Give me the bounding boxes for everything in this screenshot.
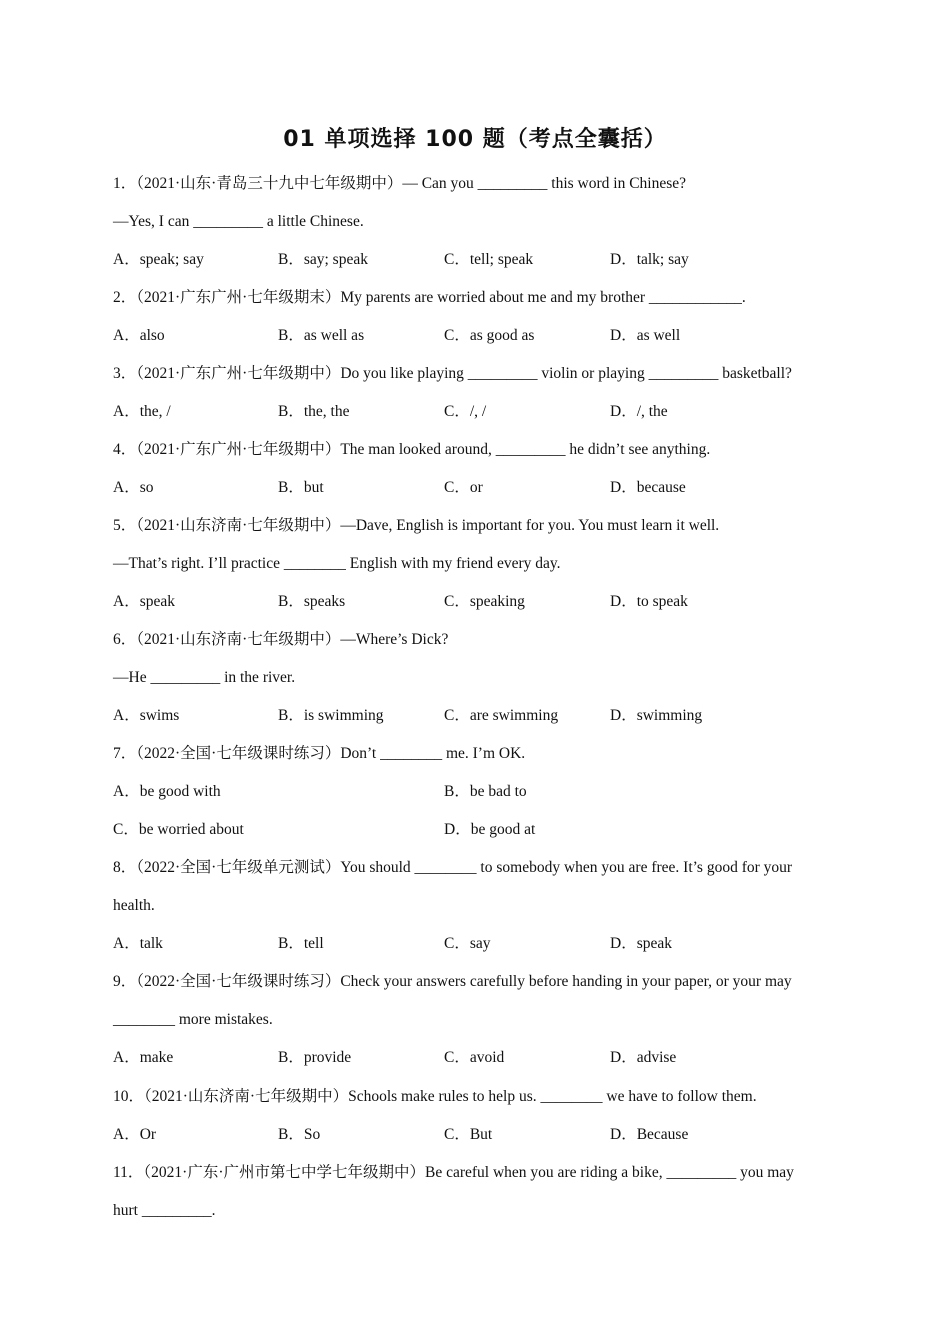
question-10-option-b: B．So [278, 1126, 321, 1143]
question-5-option-c: C．speaking [444, 593, 525, 610]
question-6-option-d: D．swimming [610, 707, 703, 724]
question-10-option-a: A．Or [113, 1126, 157, 1143]
question-4-stem: 4．（2021·广东广州·七年级期中）The man looked around, _________ he didn’t see anything. [113, 441, 711, 458]
question-1-option-d: D．talk; say [610, 251, 689, 268]
question-9-stem-line-2: ________ more mistakes. [113, 1011, 273, 1028]
question-9-stem: 9．（2022·全国·七年级课时练习）Check your answers carefully before handing in your paper, or your may [113, 973, 792, 990]
question-4-option-c: C．or [444, 479, 483, 496]
question-4-option-a: A．so [113, 479, 154, 496]
question-3-option-c: C．/, / [444, 403, 487, 420]
question-9-option-b: B．provide [278, 1049, 352, 1066]
question-9-option-a: A．make [113, 1049, 174, 1066]
question-3-option-d: D．/, the [610, 403, 668, 420]
question-5-option-b: B．speaks [278, 593, 346, 610]
question-1-stem: 1．（2021·山东·青岛三十九中七年级期中）— Can you _________ this word in Chinese? [113, 175, 687, 192]
question-1-option-b: B．say; speak [278, 251, 368, 268]
question-8-stem-line-2: health. [113, 897, 155, 914]
question-5-option-a: A．speak [113, 593, 175, 610]
question-7-option-d: D．be good at [444, 821, 536, 838]
question-9-option-d: D．advise [610, 1049, 677, 1066]
question-8-option-b: B．tell [278, 935, 324, 952]
question-2-option-a: A．also [113, 327, 165, 344]
question-4-option-b: B．but [278, 479, 324, 496]
question-6-stem: 6．（2021·山东济南·七年级期中）—Where’s Dick? [113, 631, 449, 648]
question-6-stem-line-2: —He _________ in the river. [113, 669, 296, 686]
question-1-option-c: C．tell; speak [444, 251, 534, 268]
question-4-option-d: D．because [610, 479, 686, 496]
question-10-option-d: D．Because [610, 1126, 689, 1143]
question-7-option-b: B．be bad to [444, 783, 527, 800]
question-8-option-c: C．say [444, 935, 491, 952]
question-2-option-b: B．as well as [278, 327, 365, 344]
question-1-stem-line-2: —Yes, I can _________ a little Chinese. [113, 213, 364, 230]
question-2-option-d: D．as well [610, 327, 681, 344]
question-11-stem-line-2: hurt _________. [113, 1202, 216, 1219]
question-6-option-b: B．is swimming [278, 707, 384, 724]
question-5-option-d: D．to speak [610, 593, 688, 610]
question-3-stem: 3．（2021·广东广州·七年级期中）Do you like playing _________ violin or playing _________ basketball? [113, 365, 792, 382]
question-8-option-d: D．speak [610, 935, 672, 952]
question-3-option-a: A．the, / [113, 403, 171, 420]
question-3-option-b: B．the, the [278, 403, 350, 420]
page-title: 01 单项选择 100 题（考点全囊括） [283, 127, 667, 152]
question-7-option-c: C．be worried about [113, 821, 244, 838]
question-7-option-a: A．be good with [113, 783, 221, 800]
question-11-stem: 11．（2021·广东·广州市第七中学七年级期中）Be careful when you are riding a bike, _________ you may [113, 1164, 794, 1181]
question-8-stem: 8．（2022·全国·七年级单元测试）You should ________ to somebody when you are free. It’s good for your [113, 859, 793, 876]
question-7-stem: 7．（2022·全国·七年级课时练习）Don’t ________ me. I’m OK. [113, 745, 526, 762]
question-2-option-c: C．as good as [444, 327, 535, 344]
question-2-stem: 2．（2021·广东广州·七年级期末）My parents are worried about me and my brother ____________. [113, 289, 746, 306]
question-8-option-a: A．talk [113, 935, 163, 952]
question-10-stem: 10．（2021·山东济南·七年级期中）Schools make rules to help us. ________ we have to follow them. [113, 1088, 757, 1105]
question-6-option-a: A．swims [113, 707, 180, 724]
question-9-option-c: C．avoid [444, 1049, 505, 1066]
question-1-option-a: A．speak; say [113, 251, 204, 268]
question-5-stem-line-2: —That’s right. I’ll practice ________ English with my friend every day. [113, 555, 561, 572]
question-10-option-c: C．But [444, 1126, 493, 1143]
question-5-stem: 5．（2021·山东济南·七年级期中）—Dave, English is important for you. You must learn it well. [113, 517, 720, 534]
question-6-option-c: C．are swimming [444, 707, 559, 724]
